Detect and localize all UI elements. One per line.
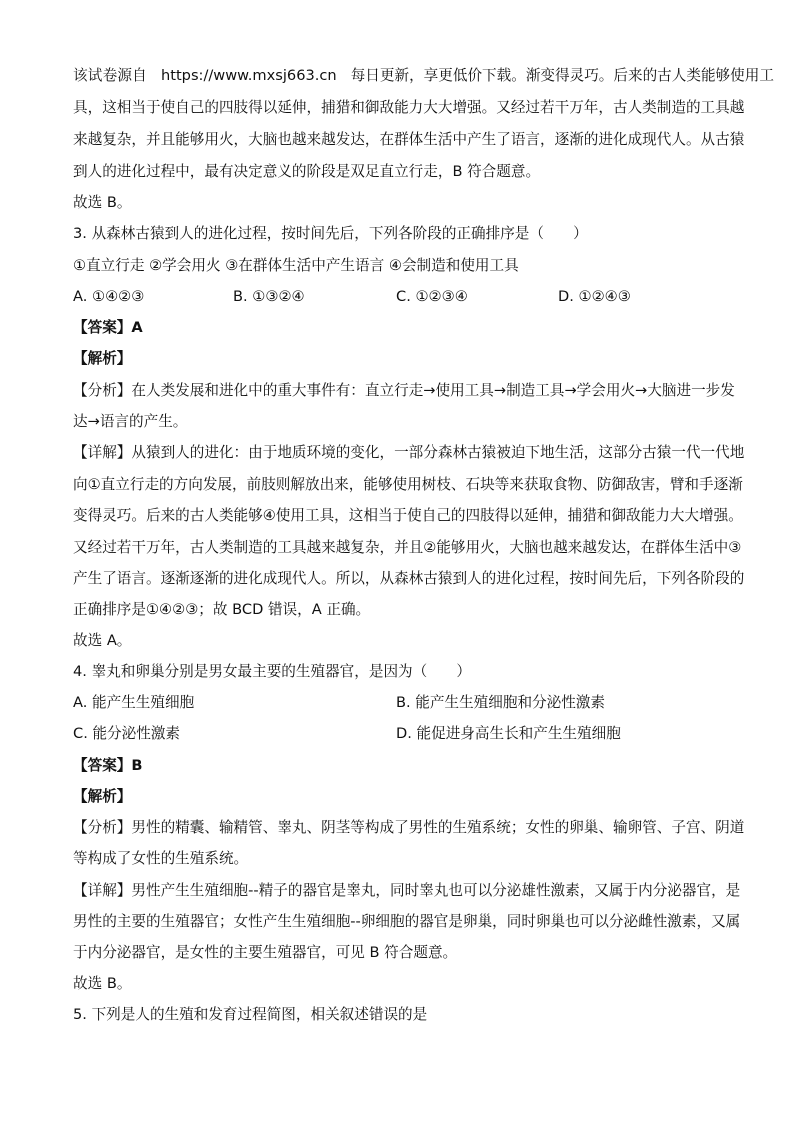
q4-option-c: C. 能分泌性激素 xyxy=(73,725,181,742)
q4-stem: 4. 睾丸和卵巢分别是男女最主要的生殖器官，是因为（ ） xyxy=(73,663,472,680)
q3-detail-line-3: 变得灵巧。后来的古人类能够④使用工具，这相当于使自己的四肢得以延伸，捕猎和御敌能力大大增强。 xyxy=(73,507,743,524)
q3-stem: 3. 从森林古猿到人的进化过程，按时间先后，下列各阶段的正确排序是（ ） xyxy=(73,225,588,242)
source-label: 该试卷源自 xyxy=(73,67,147,84)
q3-detail-line-6: 正确排序是①④②③；故 BCD 错误，A 正确。 xyxy=(73,601,371,618)
q3-option-c: C. ①②③④ xyxy=(396,288,468,305)
q4-jiexi-heading: 【解析】 xyxy=(73,788,132,805)
source-url-link[interactable]: https://www.mxsj663.cn xyxy=(160,67,337,84)
q2-explanation-line-3: 到人的进化过程中，最有决定意义的阶段是双足直立行走，B 符合题意。 xyxy=(73,163,541,180)
q2-explanation-line-1: 具，这相当于使自己的四肢得以延伸，捕猎和御敌能力大大增强。又经过若干万年，古人类制造的工具越 xyxy=(73,99,745,116)
q4-choice: 故选 B。 xyxy=(73,975,132,992)
q3-jiexi-heading: 【解析】 xyxy=(73,350,132,367)
q3-option-a: A. ①④②③ xyxy=(73,288,145,305)
q3-detail-line-2: 向①直立行走的方向发展，前肢则解放出来，能够使用树枝、石块等来获取食物、防御敌害，臂和手逐渐 xyxy=(73,476,743,493)
q4-option-d: D. 能促进身高生长和产生生殖细胞 xyxy=(396,725,621,742)
header-source-line xyxy=(73,66,774,86)
q3-analysis-line-1: 【分析】在人类发展和进化中的重大事件有：直立行走→使用工具→制造工具→学会用火→大脑进一步发 xyxy=(73,382,735,399)
q2-choice: 故选 B。 xyxy=(73,194,132,211)
q4-analysis-line-2: 等构成了女性的生殖系统。 xyxy=(73,850,249,867)
header-tail-text: 每日更新，享更低价下载。渐变得灵巧。后来的古人类能够使用工 xyxy=(350,67,774,84)
q3-option-d: D. ①②④③ xyxy=(558,288,631,305)
q4-detail-line-2: 男性的主要的生殖器官；女性产生生殖细胞--卵细胞的器官是卵巢，同时卵巢也可以分泌雌性激素，又属 xyxy=(73,913,741,930)
q3-answer: 【答案】A xyxy=(73,319,143,336)
q4-detail-line-3: 于内分泌器官，是女性的主要生殖器官，可见 B 符合题意。 xyxy=(73,944,458,961)
q4-answer: 【答案】B xyxy=(73,757,143,774)
q3-detail-line-5: 产生了语言。逐渐逐渐的进化成现代人。所以，从森林古猿到人的进化过程，按时间先后，下列各阶段的 xyxy=(73,570,745,587)
q3-choice: 故选 A。 xyxy=(73,632,132,649)
q3-items: ①直立行走 ②学会用火 ③在群体生活中产生语言 ④会制造和使用工具 xyxy=(73,257,519,274)
q4-option-b: B. 能产生生殖细胞和分泌性激素 xyxy=(396,694,606,711)
q3-detail-line-1: 【详解】从猿到人的进化：由于地质环境的变化，一部分森林古猿被迫下地生活，这部分古猿一代一代地 xyxy=(73,444,745,461)
q2-explanation-line-2: 来越复杂，并且能够用火，大脑也越来越发达，在群体生活中产生了语言，逐渐的进化成现代人。从古猿 xyxy=(73,131,745,148)
q3-detail-line-4: 又经过若干万年，古人类制造的工具越来越复杂，并且②能够用火，大脑也越来越发达，在群体生活中③ xyxy=(73,539,742,556)
q3-option-b: B. ①③②④ xyxy=(233,288,305,305)
q4-option-a: A. 能产生生殖细胞 xyxy=(73,694,195,711)
q3-analysis-line-2: 达→语言的产生。 xyxy=(73,413,188,430)
q4-analysis-line-1: 【分析】男性的精囊、输精管、睾丸、阴茎等构成了男性的生殖系统；女性的卵巢、输卵管、子宫、阴道 xyxy=(73,819,745,836)
q4-detail-line-1: 【详解】男性产生生殖细胞--精子的器官是睾丸，同时睾丸也可以分泌雄性激素，又属于内分泌器官，是 xyxy=(73,882,741,899)
q5-stem: 5. 下列是人的生殖和发育过程简图，相关叙述错误的是 xyxy=(73,1006,428,1023)
